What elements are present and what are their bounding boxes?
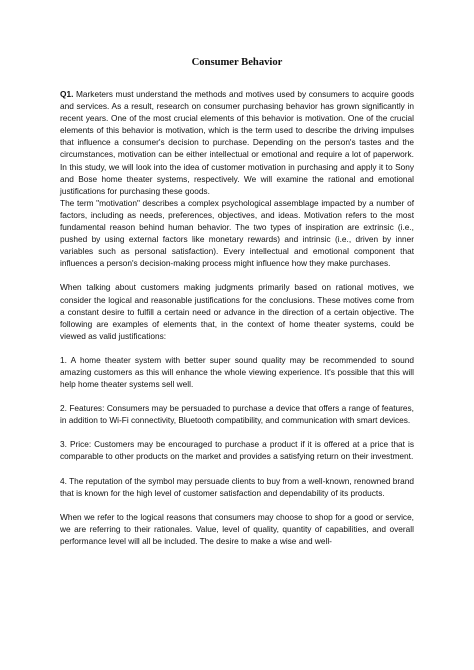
- paragraph-motivation-definition: The term "motivation" describes a complex psychological assemblage impacted by a number of factors, including as needs, preferences, objectives, and ideas. Motivation refers to the most fundamental reason behind human behavior. The two types of inspiration are extrinsic (i.e., pushed by using external factors like monetary rewards) and intrinsic (i.e., driven by inner variables such as personal satisfaction). Every intellectual and emotional component that influences a person's decision-making process might influence how they make purchases.: [60, 197, 414, 269]
- paragraph-point-reputation: 4. The reputation of the symbol may persuade clients to buy from a well-known, renowned brand that is known for the high level of customer satisfaction and dependability of its products.: [60, 475, 414, 498]
- paragraph-point-features: 2. Features: Consumers may be persuaded to purchase a device that offers a range of features, in addition to Wi-Fi connectivity, Bluetooth compatibility, and communication with smart devices.: [60, 403, 414, 426]
- question-label: Q1.: [60, 89, 74, 99]
- paragraph-rationales: When we refer to the logical reasons that consumers may choose to shop for a good or service, we are referring to their rationales. Value, level of quality, quantity of capabilities, and overall performance level will all be included. The desire to make a wise and well-: [60, 511, 414, 546]
- paragraph-rational-motives: When talking about customers making judgments primarily based on rational motives, we consider the logical and reasonable justifications for the conclusions. These motives come from a constant desire to fulfill a certain need or advance in the direction of a certain objective. The following are examples of elements that, in the context of home theater systems, could be viewed as valid justifications:: [60, 282, 414, 341]
- paragraph-intro: [60, 88, 414, 197]
- paragraph-intro-text: Marketers must understand the methods and motives used by consumers to acquire goods and services. As a result, research on consumer purchasing behavior has grown significantly in recent years. One of the most crucial elements of this behavior is motivation. One of the crucial elements of this behavior is motivation, which is the term used to describe the driving impulses that influence a consumer's decision to purchase. Depending on the person's tastes and the circumstances, motivation can be either intellectual or emotional and require a lot of paperwork. In this study, we will look into the idea of customer motivation in purchasing and apply it to Sony and Bose home theater systems, respectively. We will examine the rational and emotional justifications for purchasing these goods.: [60, 89, 414, 196]
- paragraph-point-price: 3. Price: Customers may be encouraged to purchase a product if it is offered at a price that is comparable to other products on the market and provides a satisfying return on their investment.: [60, 439, 414, 462]
- paragraph-point-sound-quality: 1. A home theater system with better super sound quality may be recommended to sound amazing customers as this will enhance the whole viewing experience. It's possible that this will help home theater systems sell well.: [60, 354, 414, 390]
- document-title: Consumer Behavior: [191, 57, 283, 68]
